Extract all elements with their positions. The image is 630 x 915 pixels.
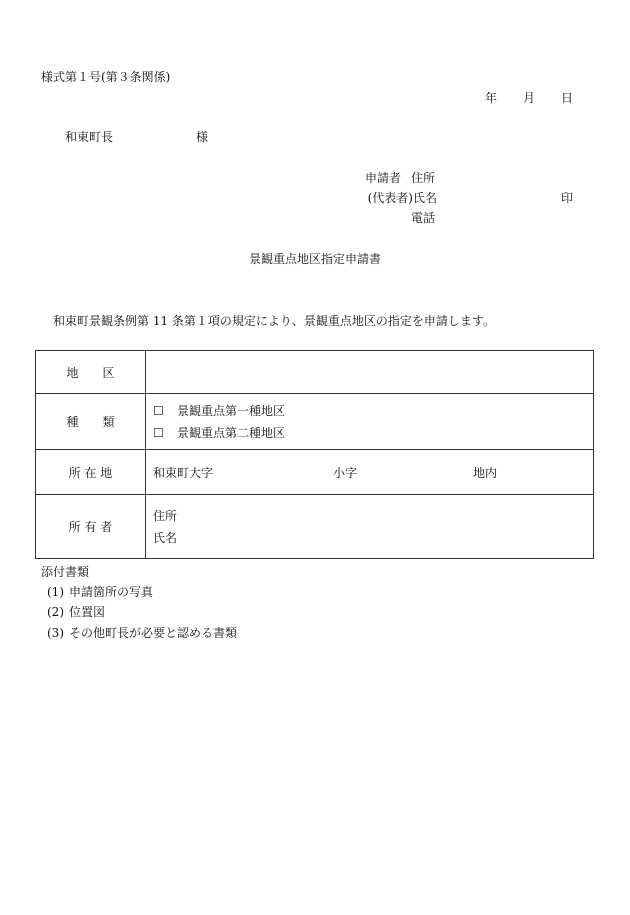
owner-value[interactable]	[146, 495, 594, 559]
location-koaza: 小字	[333, 465, 358, 480]
date-day: 日	[560, 91, 573, 105]
applicant-name-row	[363, 191, 573, 205]
location-label: 所 在 地	[36, 450, 146, 495]
application-table	[35, 350, 594, 559]
applicant-label: 申請者	[364, 171, 401, 185]
type-option-2[interactable]	[153, 422, 593, 444]
type-options	[146, 394, 594, 450]
applicant-address-row	[351, 171, 573, 185]
type-option-label: 景観重点第二種地区	[177, 425, 286, 440]
location-chinai: 地内	[473, 465, 498, 480]
applicant-phone-row	[411, 211, 573, 225]
honorific: 様	[196, 130, 209, 144]
district-label: 地 区	[36, 351, 146, 394]
addressee	[65, 130, 208, 144]
location-value[interactable]	[146, 450, 594, 495]
owner-address-label: 住所	[153, 508, 178, 523]
applicant-address-label: 住所	[410, 171, 435, 185]
location-ooaza: 和束町大字	[153, 465, 214, 480]
attachments-title: 添付書類	[41, 565, 90, 579]
table-row-type	[36, 394, 594, 450]
type-option-label: 景観重点第一種地区	[177, 403, 286, 418]
attachment-item	[47, 605, 105, 619]
district-value[interactable]	[146, 351, 594, 394]
attachment-number: (2)	[47, 605, 64, 619]
attachment-number: (1)	[47, 585, 64, 599]
table-row-district	[36, 351, 594, 394]
date-line	[485, 91, 573, 105]
checkbox-icon[interactable]: ☐	[153, 425, 164, 440]
attachment-text: 位置図	[69, 605, 106, 619]
attachment-number: (3)	[47, 626, 64, 640]
checkbox-icon[interactable]: ☐	[153, 403, 164, 418]
attachment-text: その他町長が必要と認める書類	[69, 626, 238, 640]
form-number: 様式第１号(第３条関係)	[41, 70, 171, 84]
date-year: 年	[484, 91, 497, 105]
type-option-1[interactable]	[153, 400, 593, 422]
body-text: 和束町景観条例第 11 条第１項の規定により、景観重点地区の指定を申請します。	[53, 314, 495, 328]
attachment-text: 申請箇所の写真	[69, 585, 154, 599]
owner-label: 所 有 者	[36, 495, 146, 559]
table-row-location	[36, 450, 594, 495]
addressee-name: 和東町長	[65, 130, 114, 144]
representative-label: (代表者)	[367, 191, 413, 205]
owner-name-label: 氏名	[153, 530, 178, 545]
seal-mark: 印	[560, 191, 573, 205]
attachment-item	[47, 626, 237, 640]
attachment-item	[47, 585, 153, 599]
date-month: 月	[522, 91, 535, 105]
document-title: 景観重点地区指定申請書	[248, 252, 381, 266]
type-label: 種 類	[36, 394, 146, 450]
applicant-name-label: 氏名	[412, 191, 437, 205]
table-row-owner	[36, 495, 594, 559]
applicant-phone-label: 電話	[410, 211, 435, 225]
